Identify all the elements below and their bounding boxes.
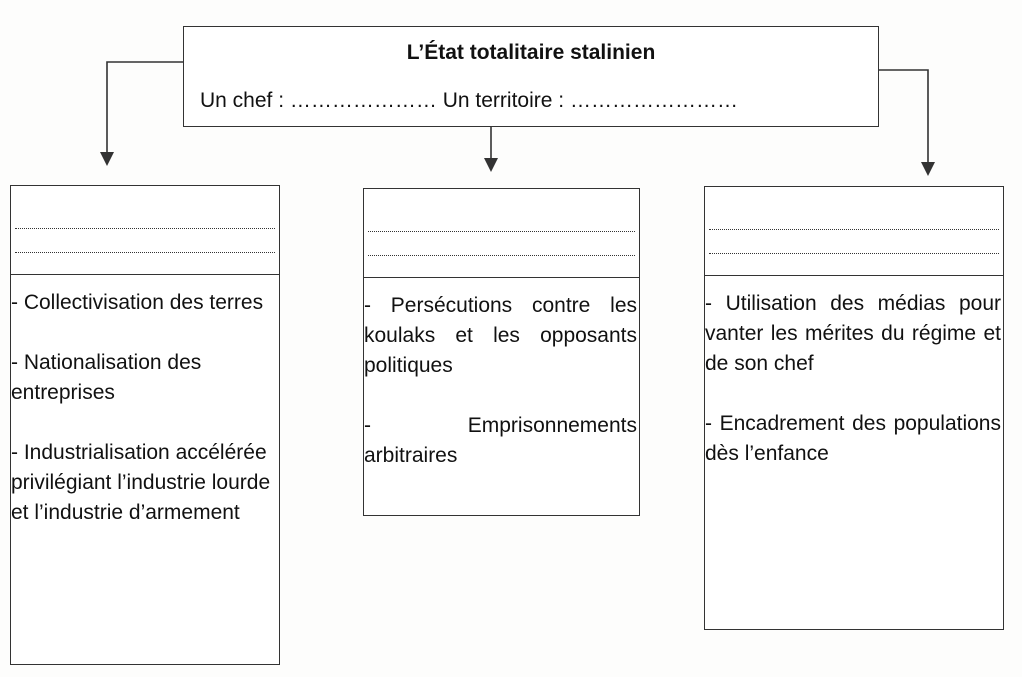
list-item: - Industrialisation accélérée privilégiant l’industrie lourde et l’industrie d’armement — [11, 441, 271, 524]
list-item: - Persécutions contre les koulaks et les opposants politiques — [364, 294, 637, 377]
column-divider — [11, 274, 279, 275]
list-item: - Encadrement des populations dès l’enfance — [705, 412, 1001, 465]
territoire-blank[interactable]: …………………… — [569, 89, 738, 112]
column-item-list — [364, 291, 637, 501]
chef-blank[interactable]: ………………… — [289, 89, 437, 112]
column-divider — [364, 277, 639, 278]
list-item: - Emprisonnements arbitraires — [364, 414, 637, 467]
blank-line-1[interactable] — [709, 229, 999, 230]
column-box-middle — [363, 188, 640, 516]
list-item: - Utilisation des médias pour vanter les mérites du régime et de son chef — [705, 292, 1001, 375]
territoire-label: Un territoire : — [442, 89, 565, 112]
left-connector-line — [107, 62, 183, 152]
header-fill-line — [200, 89, 738, 113]
right-connector-line — [879, 70, 928, 162]
blank-line-2[interactable] — [368, 255, 635, 256]
left-arrowhead — [100, 152, 114, 166]
blank-line-2[interactable] — [15, 252, 275, 253]
header-box — [183, 26, 879, 127]
column-item-list — [11, 288, 271, 558]
blank-line-2[interactable] — [709, 253, 999, 254]
column-item-list — [705, 289, 1001, 499]
middle-arrowhead — [484, 158, 498, 172]
blank-line-1[interactable] — [15, 228, 275, 229]
chef-label: Un chef : — [200, 89, 285, 112]
right-arrowhead — [921, 162, 935, 176]
column-divider — [705, 275, 1003, 276]
diagram-title: L’État totalitaire stalinien — [406, 41, 656, 64]
list-item: - Collectivisation des terres — [11, 291, 264, 314]
blank-line-1[interactable] — [368, 231, 635, 232]
column-box-left — [10, 185, 280, 665]
column-box-right — [704, 186, 1004, 630]
list-item: - Nationalisation des entreprises — [11, 351, 202, 404]
